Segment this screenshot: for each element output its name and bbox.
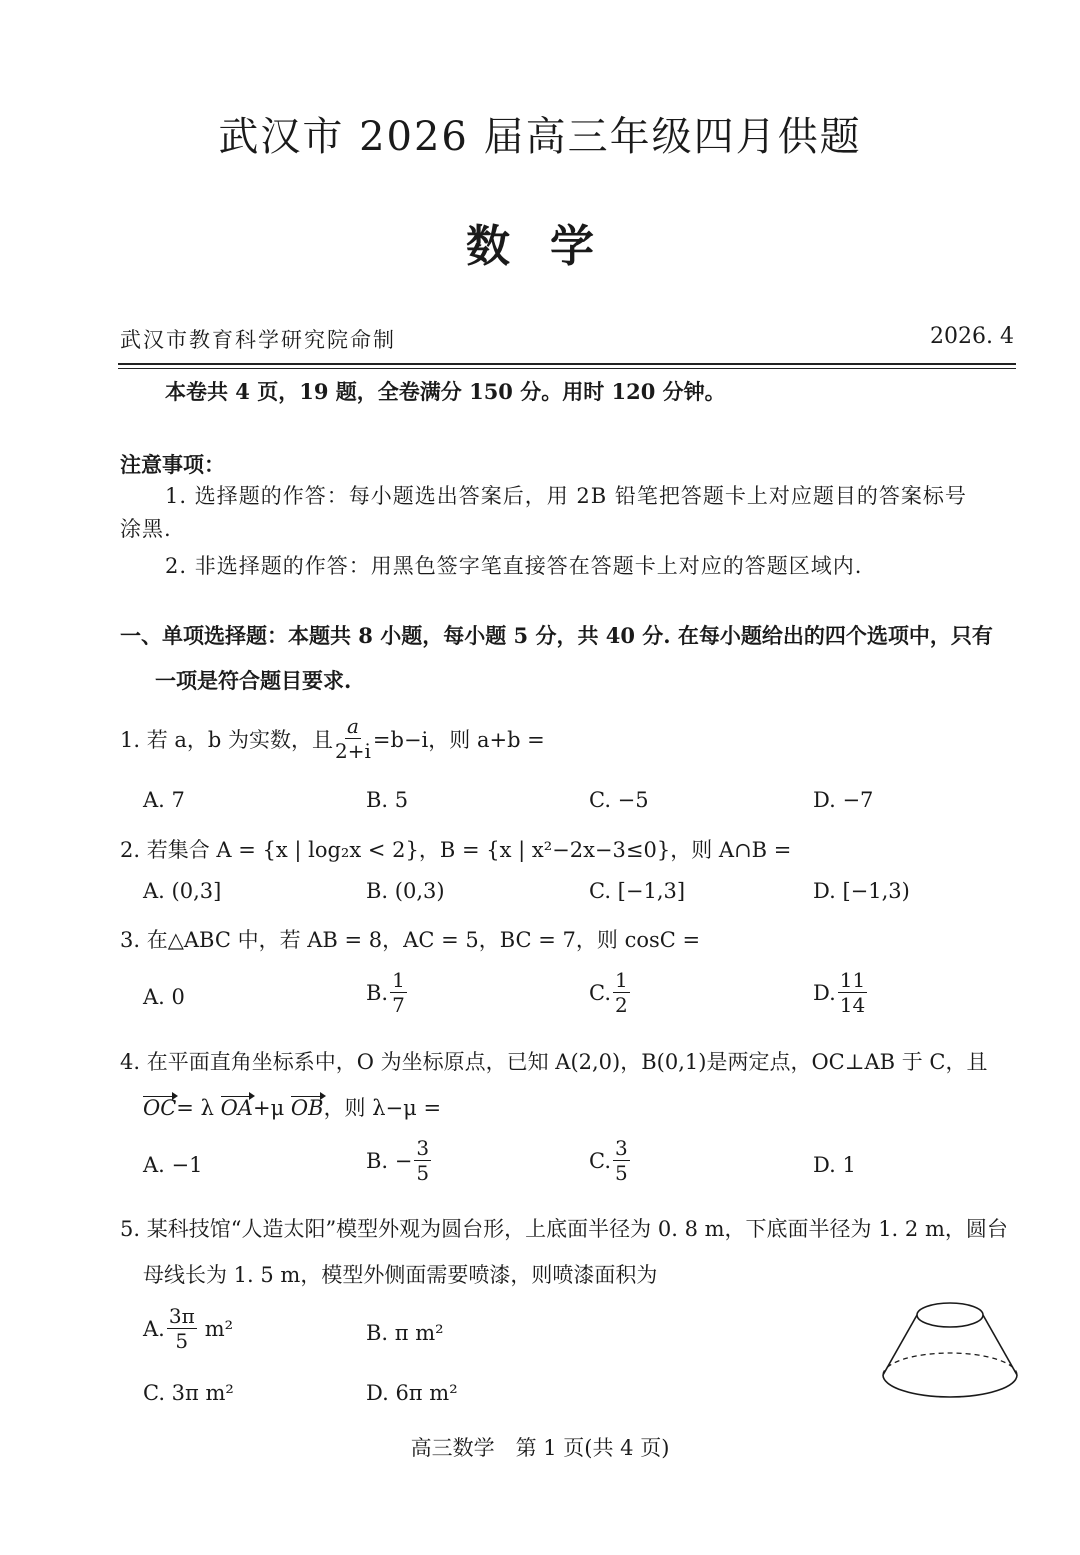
q1-frac-num: a: [347, 714, 359, 738]
question-4: 4. 在平面直角坐标系中，O 为坐标原点，已知 A(2,0)，B(0,1)是两定点，OC⊥AB 于 C，且: [120, 1050, 988, 1074]
q1-option-d: D. −7: [813, 788, 874, 812]
vector-oa: OA: [220, 1096, 253, 1120]
q3-option-c: [589, 970, 632, 1015]
q3-option-a: A. 0: [143, 985, 185, 1009]
q4-option-d: D. 1: [813, 1153, 856, 1177]
vector-oc: OC: [143, 1096, 177, 1120]
q4-option-c-label: C.: [589, 1148, 611, 1173]
q3-option-b: [366, 970, 409, 1015]
q4-eq2: +μ: [252, 1096, 285, 1120]
section-1-heading-cont: 一项是符合题目要求.: [155, 668, 352, 693]
q3-option-b-label: B.: [366, 980, 389, 1005]
q3-b-num: 1: [392, 968, 405, 992]
frustum-top-ellipse: [917, 1303, 983, 1327]
note-item-1-cont: 涂黑.: [120, 517, 172, 541]
note-item-2: 2. 非选择题的作答：用黑色签字笔直接答在答题卡上对应的答题区域内.: [165, 554, 863, 578]
q1-fraction: [335, 716, 371, 761]
q3-option-d-label: D.: [813, 980, 836, 1005]
q5-option-c: C. 3π m²: [143, 1381, 234, 1405]
q5-option-a-fraction: [167, 1306, 197, 1351]
q4-option-a: A. −1: [143, 1153, 203, 1177]
q3-option-b-fraction: [390, 970, 407, 1015]
q1-option-b: B. 5: [366, 788, 409, 812]
header-rule-thin: [118, 368, 1016, 369]
q3-d-den: 14: [839, 993, 866, 1017]
frustum-figure: [875, 1290, 1025, 1410]
q1-option-c: C. −5: [589, 788, 649, 812]
q5-a-num: 3π: [168, 1304, 195, 1328]
section-1-heading: 一、单项选择题：本题共 8 小题，每小题 5 分，共 40 分. 在每小题给出的四个选项中，只有: [120, 623, 993, 648]
question-5-cont: 母线长为 1. 5 m，模型外侧面需要喷漆，则喷漆面积为: [143, 1263, 658, 1287]
exam-date: 2026. 4: [930, 324, 1014, 349]
q4-b-num: 3: [416, 1136, 430, 1160]
q3-b-den: 7: [392, 993, 405, 1017]
q3-c-num: 1: [615, 968, 628, 992]
q4-eq3: ，则 λ−μ =: [323, 1096, 442, 1120]
q2-option-b: B. (0,3): [366, 879, 445, 903]
q1-frac-den: 2+i: [335, 739, 371, 763]
question-5: 5. 某科技馆“人造太阳”模型外观为圆台形，上底面半径为 0. 8 m，下底面半径为 1. 2 m，圆台: [120, 1217, 1008, 1241]
q4-c-den: 5: [615, 1161, 628, 1185]
q4-c-num: 3: [615, 1136, 628, 1160]
q4-option-c: [589, 1138, 632, 1183]
question-4-cont: [143, 1092, 441, 1122]
notes-title: 注意事项：: [120, 452, 225, 477]
exam-summary: 本卷共 4 页，19 题，全卷满分 150 分。用时 120 分钟。: [165, 379, 726, 404]
q3-d-num: 11: [839, 968, 866, 992]
page-footer: 高三数学 第 1 页(共 4 页): [410, 1436, 670, 1460]
q3-option-c-label: C.: [589, 980, 611, 1005]
q2-option-a: A. (0,3]: [143, 879, 222, 903]
q2-option-d: D. [−1,3): [813, 879, 910, 903]
q3-c-den: 2: [615, 993, 628, 1017]
vector-ob: OB: [290, 1096, 324, 1120]
header-rule: [118, 363, 1016, 365]
exam-title: 武汉市 2026 届高三年级四月供题: [218, 114, 862, 160]
q4-option-c-fraction: [613, 1138, 630, 1183]
q4-option-b: [366, 1138, 433, 1183]
q5-option-a: [143, 1306, 233, 1351]
q5-a-unit: m²: [204, 1316, 234, 1341]
q4-b-den: 5: [416, 1161, 430, 1185]
q5-option-a-label: A.: [143, 1316, 165, 1341]
issuing-organization: 武汉市教育科学研究院命制: [120, 328, 396, 352]
frustum-bottom-front: [883, 1375, 1017, 1397]
q1-option-a: A. 7: [143, 788, 185, 812]
q1-suffix: =b−i，则 a+b =: [372, 727, 545, 752]
q3-option-c-fraction: [613, 970, 630, 1015]
q1-prefix: 1. 若 a，b 为实数，且: [120, 727, 334, 752]
q3-option-d: [813, 970, 869, 1015]
frustum-bottom-back: [883, 1353, 1017, 1375]
q2-option-c: C. [−1,3]: [589, 879, 686, 903]
q5-option-d: D. 6π m²: [366, 1381, 458, 1405]
question-3: 3. 在△ABC 中，若 AB = 8，AC = 5，BC = 7，则 cosC =: [120, 928, 701, 952]
q4-eq1: = λ: [176, 1096, 214, 1120]
question-2: 2. 若集合 A = {x | log₂x < 2}，B = {x | x²−2x−3≤0}，则 A∩B =: [120, 838, 792, 862]
note-item-1: 1. 选择题的作答：每小题选出答案后，用 2B 铅笔把答题卡上对应题目的答案标号: [165, 484, 967, 508]
q4-option-b-label: B. −: [366, 1148, 413, 1173]
q4-option-b-fraction: [414, 1138, 431, 1183]
subject-title: 数学: [466, 221, 634, 272]
q3-option-d-fraction: [838, 970, 867, 1015]
question-1: [120, 716, 545, 761]
q5-option-b: B. π m²: [366, 1321, 444, 1345]
q5-a-den: 5: [175, 1329, 189, 1353]
